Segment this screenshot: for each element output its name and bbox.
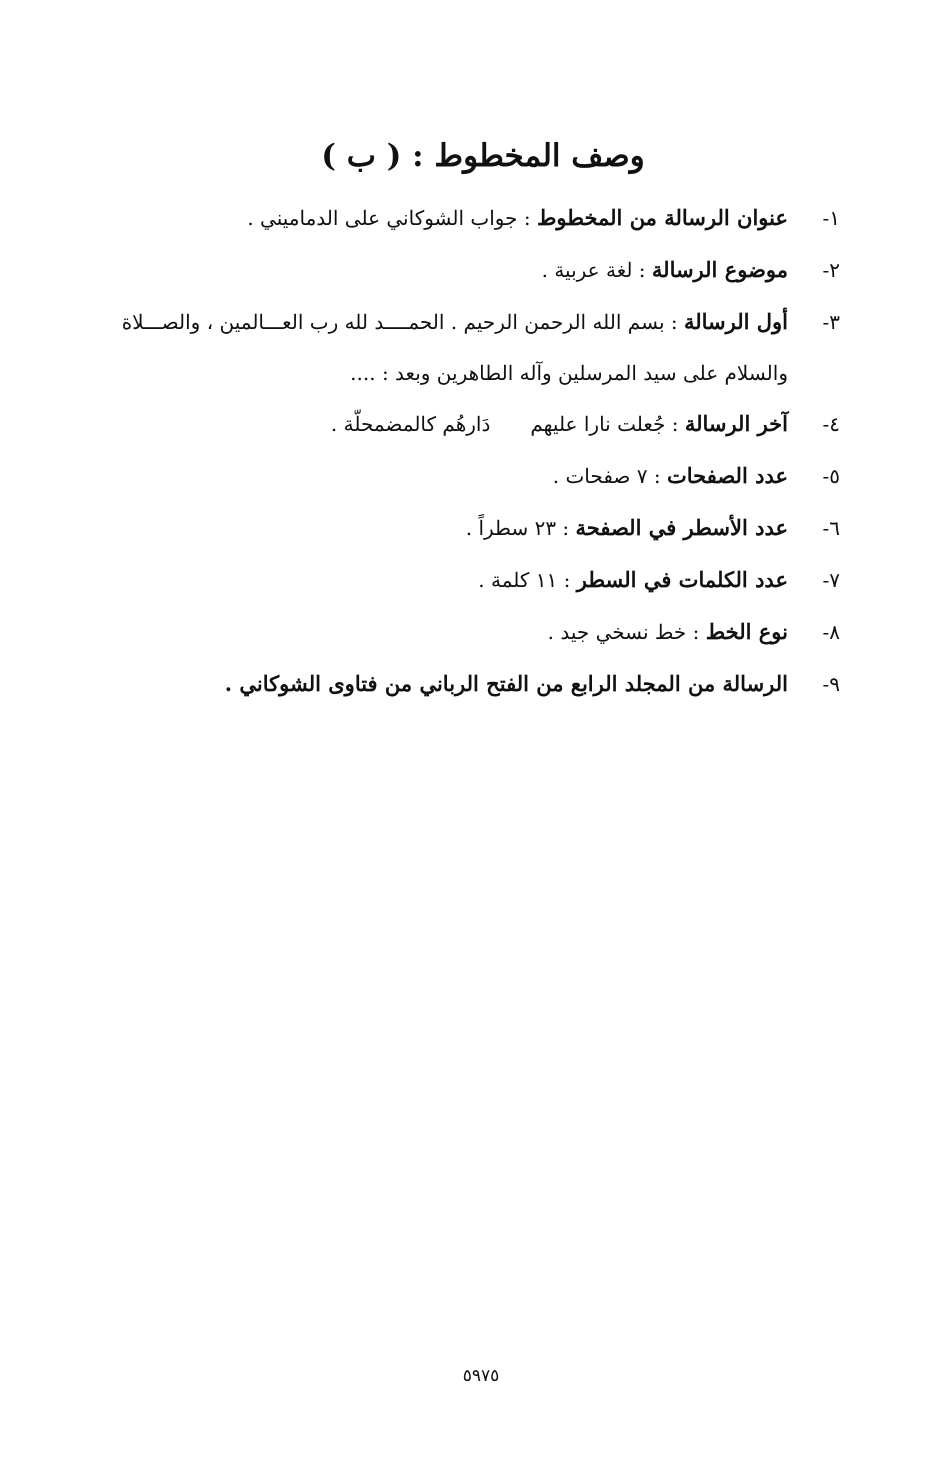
list-item bbox=[95, 606, 840, 658]
item-label: أول الرسالة bbox=[683, 309, 788, 334]
list-item bbox=[95, 502, 840, 554]
item-text-second-hemistich: دَارهُم كالمضمحلّة . bbox=[330, 412, 491, 436]
item-text: : ٢٣ سطراً . bbox=[465, 516, 576, 540]
item-number: ٨- bbox=[822, 620, 840, 644]
item-number: ٣- bbox=[822, 310, 840, 334]
manuscript-description-list bbox=[95, 192, 840, 710]
list-item bbox=[95, 450, 840, 502]
item-label: عدد الكلمات في السطر bbox=[576, 567, 788, 592]
item-number: ٦- bbox=[822, 516, 840, 540]
item-number: ٩- bbox=[822, 672, 840, 696]
list-item bbox=[95, 192, 840, 244]
item-label: نوع الخط bbox=[705, 619, 788, 644]
page-number: ٥٩٧٥ bbox=[462, 1366, 500, 1386]
item-text: : لغة عربية . bbox=[541, 258, 652, 282]
item-text: : بسم الله الرحمن الرحيم . الحمــــد لله رب العـــالمين ، والصـــلاة bbox=[121, 310, 684, 334]
item-label: عدد الأسطر في الصفحة bbox=[575, 515, 788, 540]
item-text: : جُعلت نارا عليهم bbox=[530, 412, 685, 436]
item-label: عنوان الرسالة من المخطوط bbox=[536, 205, 788, 230]
item-number: ٧- bbox=[822, 568, 840, 592]
item-label: موضوع الرسالة bbox=[651, 257, 788, 282]
list-item bbox=[95, 296, 840, 398]
item-number: ٢- bbox=[822, 258, 840, 282]
item-number: ٤- bbox=[822, 412, 840, 436]
item-text: الرسالة من المجلد الرابع من الفتح الرباني من فتاوى الشوكاني . bbox=[224, 671, 788, 696]
item-label: عدد الصفحات bbox=[666, 463, 788, 488]
page-title: وصف المخطوط : ( ب ) bbox=[321, 138, 645, 174]
list-item bbox=[95, 658, 840, 710]
item-number: ١- bbox=[822, 206, 840, 230]
item-number: ٥- bbox=[822, 464, 840, 488]
item-label: آخر الرسالة bbox=[684, 411, 788, 436]
item-text-continuation: والسلام على سيد المرسلين وآله الطاهرين وبعد : .... bbox=[350, 361, 788, 385]
item-text: : ٧ صفحات . bbox=[552, 464, 667, 488]
list-item bbox=[95, 244, 840, 296]
item-text: : خط نسخي جيد . bbox=[547, 620, 706, 644]
list-item bbox=[95, 554, 840, 606]
item-text: : جواب الشوكاني على الدماميني . bbox=[247, 206, 537, 230]
item-text: : ١١ كلمة . bbox=[478, 568, 577, 592]
list-item bbox=[95, 398, 840, 450]
